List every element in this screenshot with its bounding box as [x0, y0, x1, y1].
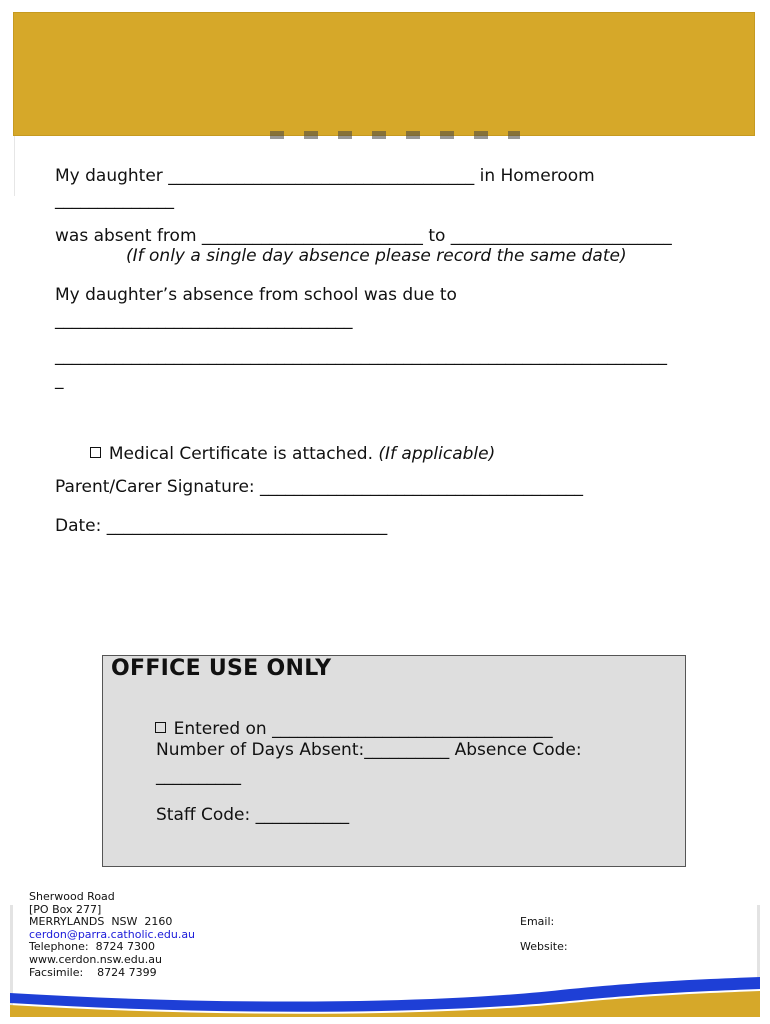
absence-reason-blank-3[interactable]: _	[55, 370, 64, 390]
office-use-box	[102, 655, 686, 867]
absence-reason-label: My daughter’s absence from school was due to	[55, 285, 457, 305]
footer-right-edge	[757, 905, 760, 985]
footer-address	[29, 891, 195, 979]
medical-certificate-label: Medical Certificate is attached.	[108, 444, 373, 464]
daughter-homeroom-line[interactable]: My daughter ____________________________________ in Homeroom	[55, 166, 595, 186]
days-absent-line[interactable]: Number of Days Absent:__________ Absence Code:	[156, 740, 582, 760]
entered-on-checkbox[interactable]	[155, 722, 166, 733]
footer-po-box: [PO Box 277]	[29, 902, 102, 916]
medical-certificate-row[interactable]	[79, 424, 495, 464]
parent-signature-line[interactable]: Parent/Carer Signature: ______________________________________	[55, 477, 584, 497]
header-banner	[13, 12, 755, 136]
homeroom-blank[interactable]: ______________	[55, 190, 174, 210]
absence-reason-blank-1[interactable]: ___________________________________	[55, 310, 353, 330]
single-day-note: (If only a single day absence please record the same date)	[126, 246, 627, 266]
footer-website[interactable]: www.cerdon.nsw.edu.au	[29, 952, 162, 966]
footer-street: Sherwood Road	[29, 890, 115, 903]
medical-certificate-note: (If applicable)	[378, 444, 496, 464]
footer-email-link[interactable]: cerdon@parra.catholic.edu.au	[29, 927, 196, 941]
absent-dates-line[interactable]: was absent from __________________________ to __________________________	[55, 226, 672, 246]
footer-website-label: Website:	[520, 940, 568, 953]
footer-email-label: Email:	[520, 915, 555, 928]
footer-facsimile: Facsimile: 8724 7399	[29, 965, 157, 979]
entered-on-label[interactable]: Entered on _________________________________	[173, 719, 553, 739]
office-use-title: OFFICE USE ONLY	[111, 656, 332, 681]
date-line[interactable]: Date: _________________________________	[55, 516, 388, 536]
footer-telephone: Telephone: 8724 7300	[29, 940, 156, 954]
staff-code-line[interactable]: Staff Code: ___________	[156, 805, 350, 825]
absence-reason-blank-2[interactable]: ________________________________________________________________________	[55, 346, 667, 366]
medical-certificate-checkbox[interactable]	[90, 447, 101, 458]
absence-code-blank[interactable]: __________	[156, 766, 241, 786]
footer-suburb: MERRYLANDS NSW 2160	[29, 915, 173, 929]
